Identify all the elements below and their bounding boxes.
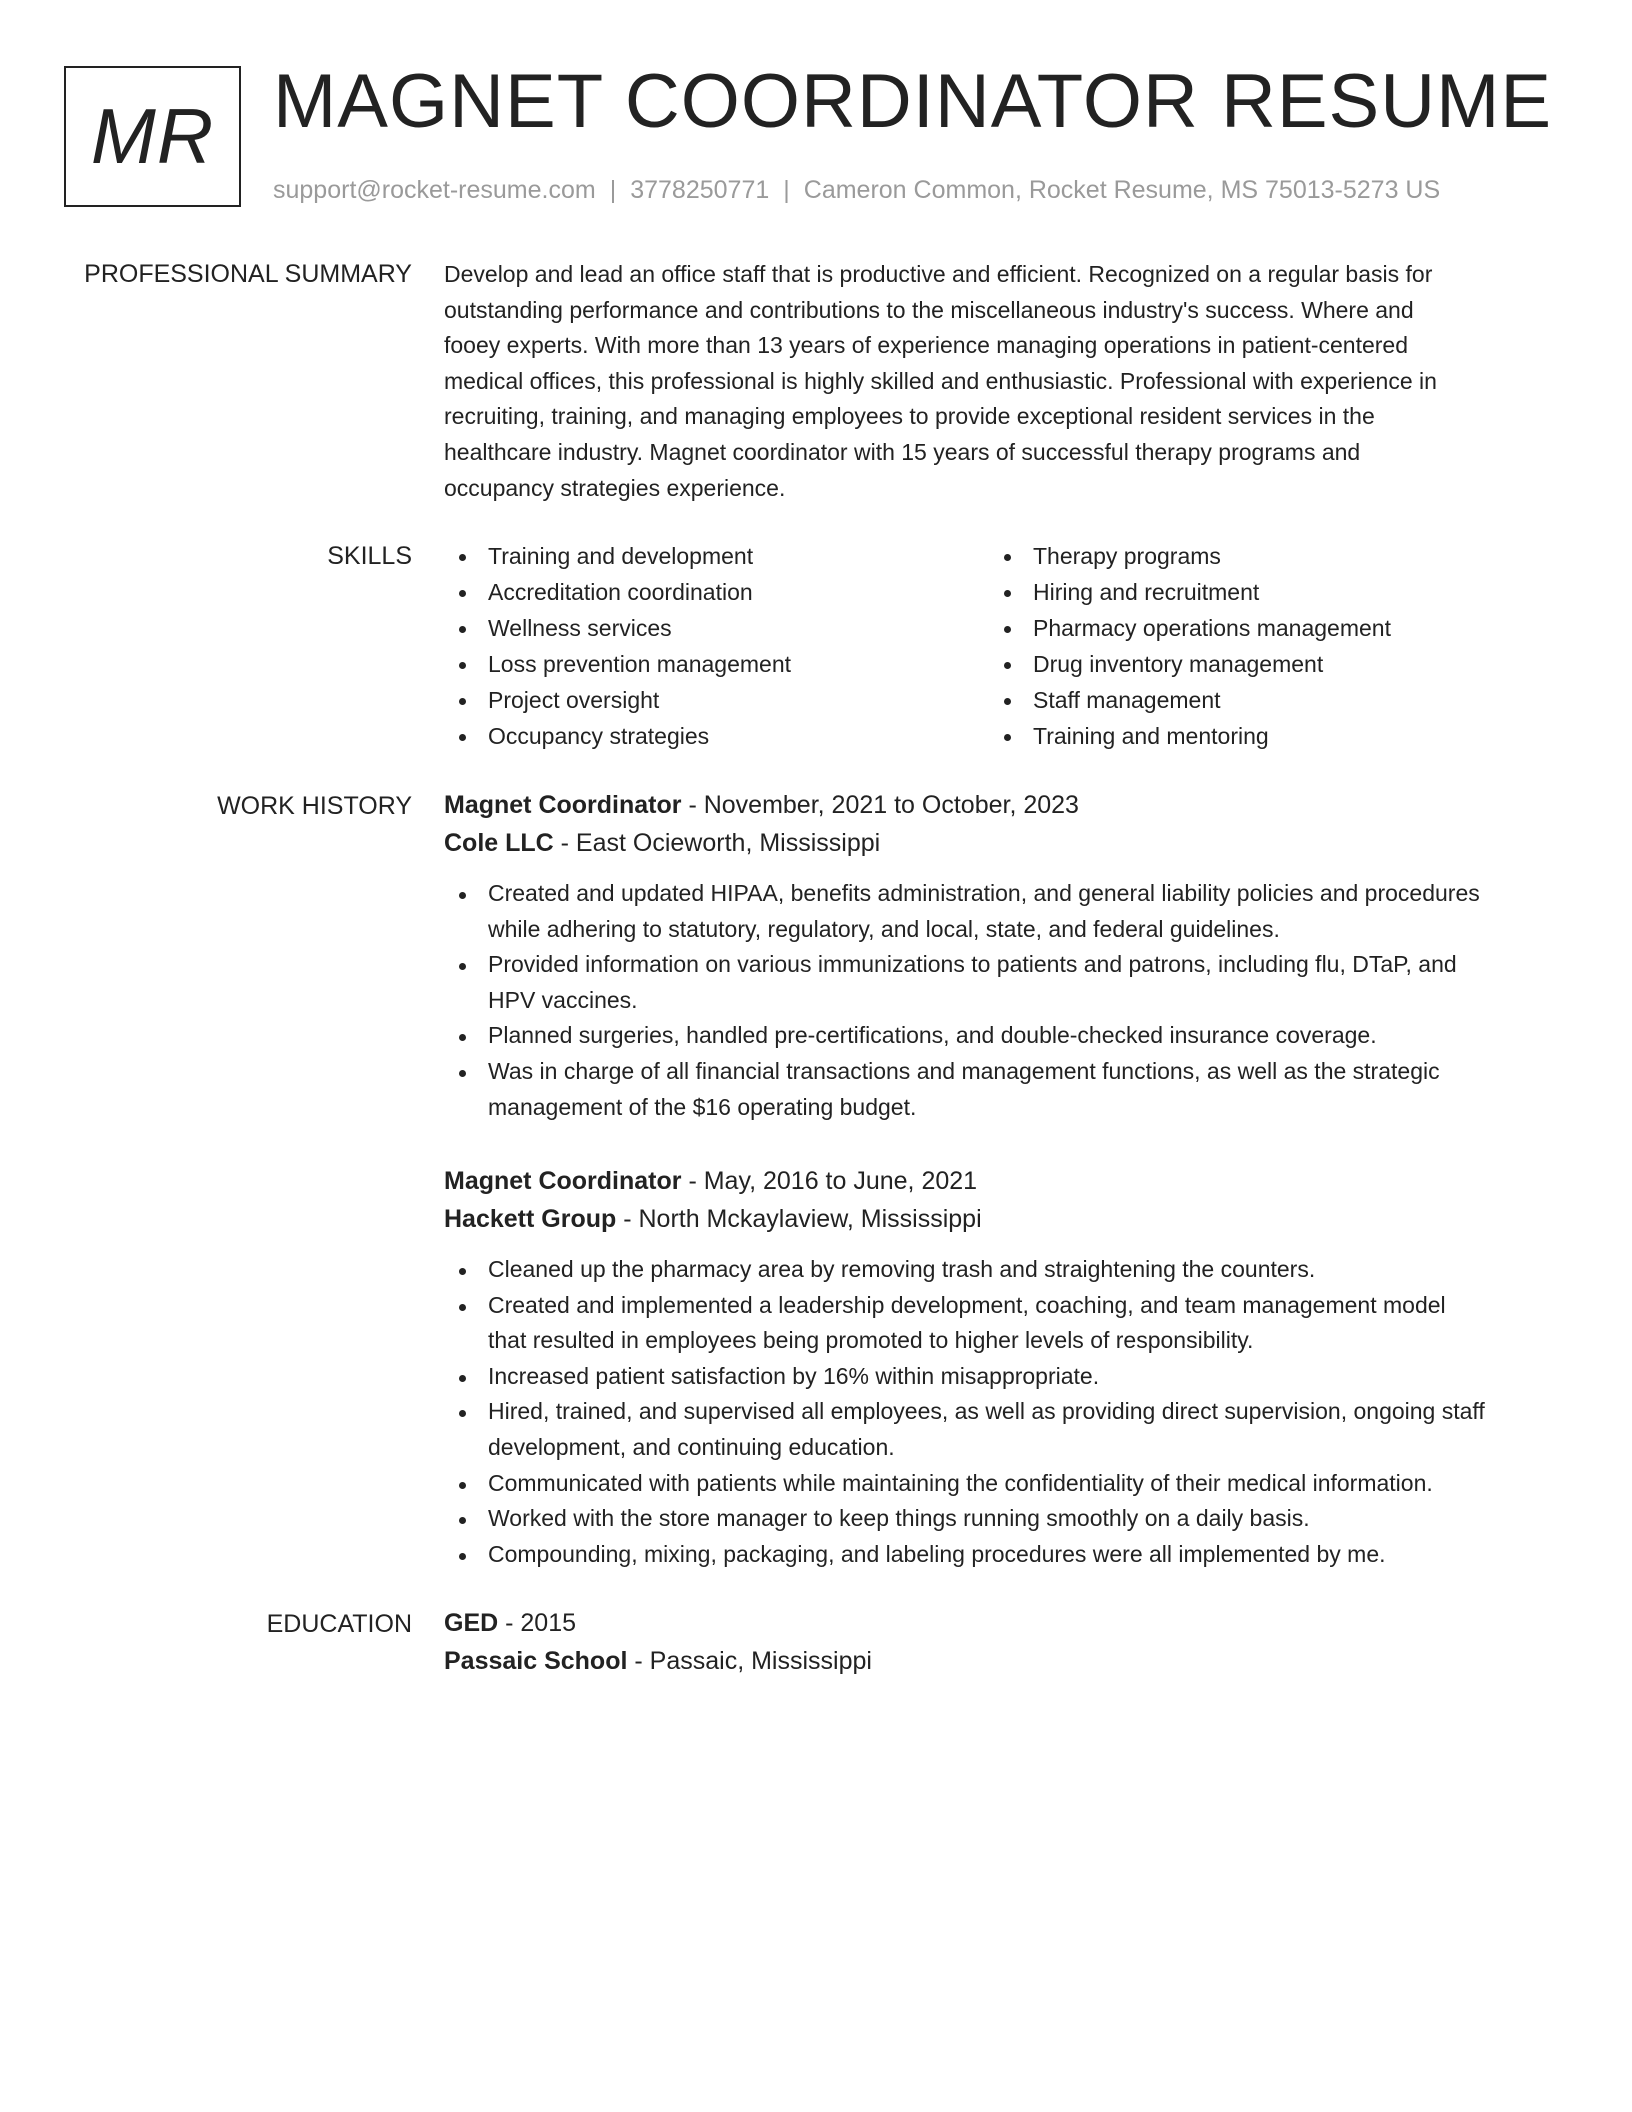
- degree-line: [444, 1604, 1556, 1642]
- skill-item: Pharmacy operations management: [989, 610, 1534, 646]
- job-company: Cole LLC: [444, 829, 554, 857]
- bullet-line: development, and continuing education.: [488, 1433, 895, 1460]
- bullet-line: Communicated with patients while maintaining the confidentiality of their medical information.: [488, 1469, 1433, 1496]
- job-location: - North Mckaylaview, Mississippi: [616, 1205, 982, 1233]
- job-bullet: [444, 1252, 1556, 1288]
- bullet-line: Provided information on various immunizations to patients and patrons, including flu, DTaP, and: [488, 951, 1457, 978]
- school-line: [444, 1642, 1556, 1680]
- skill-item: Loss prevention management: [444, 646, 989, 682]
- summary-line: recruiting, training, and managing employees to provide exceptional resident services in the: [444, 403, 1375, 430]
- bullet-line: Increased patient satisfaction by 16% within misappropriate.: [488, 1362, 1100, 1389]
- summary-line: healthcare industry. Magnet coordinator with 15 years of successful therapy programs and: [444, 438, 1361, 465]
- skill-item: Staff management: [989, 682, 1534, 718]
- job-title: Magnet Coordinator: [444, 791, 682, 819]
- job-bullet: [444, 876, 1556, 947]
- summary-line: Develop and lead an office staff that is productive and efficient. Recognized on a regular basis for: [444, 261, 1433, 287]
- job-location: - East Ocieworth, Mississippi: [553, 829, 881, 857]
- bullet-line: that resulted in employees being promoted to higher levels of responsibility.: [488, 1327, 1254, 1354]
- contact-email[interactable]: support@rocket-resume.com: [273, 176, 596, 204]
- job-title-line: [444, 786, 1556, 824]
- job-bullets: [444, 876, 1556, 1125]
- job-bullet: [444, 1288, 1556, 1359]
- monogram-box: [64, 66, 241, 207]
- contact-address: Cameron Common, Rocket Resume, MS 75013-5273 US: [803, 176, 1441, 204]
- bullet-line: Hired, trained, and supervised all employees, as well as providing direct supervision, ongoing staff: [488, 1398, 1485, 1425]
- bullet-line: while adhering to statutory, regulatory, and local, state, and federal guidelines.: [488, 915, 1280, 942]
- bullet-line: management of the $16 operating budget.: [488, 1093, 917, 1120]
- job-entry: [444, 1162, 1556, 1572]
- contact-separator: |: [783, 176, 790, 204]
- job-bullet: [444, 1394, 1556, 1465]
- skills-column-right: [989, 538, 1534, 754]
- job-title: Magnet Coordinator: [444, 1167, 682, 1195]
- bullet-line: Compounding, mixing, packaging, and labeling procedures were all implemented by me.: [488, 1540, 1386, 1567]
- summary-line: fooey experts. With more than 13 years of experience managing operations in patient-centered: [444, 332, 1409, 359]
- skills-column-left: [444, 538, 989, 754]
- resume-title: MAGNET COORDINATOR RESUME: [273, 59, 1553, 144]
- summary-heading: PROFESSIONAL SUMMARY: [84, 260, 412, 288]
- skill-item: Occupancy strategies: [444, 718, 989, 754]
- school-name: Passaic School: [444, 1647, 628, 1675]
- work-history-heading: WORK HISTORY: [217, 792, 412, 820]
- job-dates: - May, 2016 to June, 2021: [681, 1167, 978, 1195]
- summary-line: occupancy strategies experience.: [444, 474, 786, 501]
- skills-heading: SKILLS: [327, 542, 412, 570]
- skill-item: Hiring and recruitment: [989, 574, 1534, 610]
- job-bullet: [444, 1466, 1556, 1502]
- contact-phone[interactable]: 3778250771: [630, 176, 770, 204]
- skill-item: Accreditation coordination: [444, 574, 989, 610]
- degree-year: - 2015: [498, 1609, 577, 1637]
- education-heading: EDUCATION: [266, 1610, 412, 1638]
- job-entry: [444, 786, 1556, 1125]
- contact-line: [273, 172, 1440, 208]
- skill-item: Training and development: [444, 538, 989, 574]
- education-entry: [444, 1604, 1556, 1680]
- bullet-line: Planned surgeries, handled pre-certifications, and double-checked insurance coverage.: [488, 1022, 1377, 1049]
- job-bullet: [444, 1537, 1556, 1573]
- job-title-line: [444, 1162, 1556, 1200]
- job-bullet: [444, 1359, 1556, 1395]
- job-bullets: [444, 1252, 1556, 1572]
- job-company: Hackett Group: [444, 1205, 617, 1233]
- skill-item: Drug inventory management: [989, 646, 1534, 682]
- summary-text: [444, 257, 1556, 506]
- monogram-initials: MR: [90, 92, 215, 180]
- bullet-line: Cleaned up the pharmacy area by removing trash and straightening the counters.: [488, 1256, 1316, 1282]
- bullet-line: Created and implemented a leadership development, coaching, and team management model: [488, 1291, 1446, 1318]
- skill-item: Project oversight: [444, 682, 989, 718]
- skills-list: [444, 538, 1556, 754]
- contact-separator: |: [609, 176, 617, 204]
- job-dates: - November, 2021 to October, 2023: [681, 791, 1079, 819]
- bullet-line: Was in charge of all financial transactions and management functions, as well as the strategic: [488, 1057, 1440, 1084]
- skill-item: Therapy programs: [989, 538, 1534, 574]
- skill-item: Wellness services: [444, 610, 989, 646]
- job-bullet: [444, 1018, 1556, 1054]
- summary-line: outstanding performance and contributions to the miscellaneous industry's success. Where and: [444, 296, 1414, 323]
- bullet-line: Created and updated HIPAA, benefits administration, and general liability policies and procedures: [488, 880, 1480, 906]
- job-bullet: [444, 1054, 1556, 1125]
- job-bullet: [444, 1501, 1556, 1537]
- job-bullet: [444, 947, 1556, 1018]
- job-company-line: [444, 824, 1556, 862]
- bullet-line: HPV vaccines.: [488, 986, 638, 1013]
- bullet-line: Worked with the store manager to keep things running smoothly on a daily basis.: [488, 1505, 1310, 1532]
- job-company-line: [444, 1200, 1556, 1238]
- skill-item: Training and mentoring: [989, 718, 1534, 754]
- degree: GED: [444, 1609, 499, 1637]
- summary-line: medical offices, this professional is highly skilled and enthusiastic. Professional with experience in: [444, 367, 1437, 394]
- school-location: - Passaic, Mississippi: [627, 1647, 872, 1675]
